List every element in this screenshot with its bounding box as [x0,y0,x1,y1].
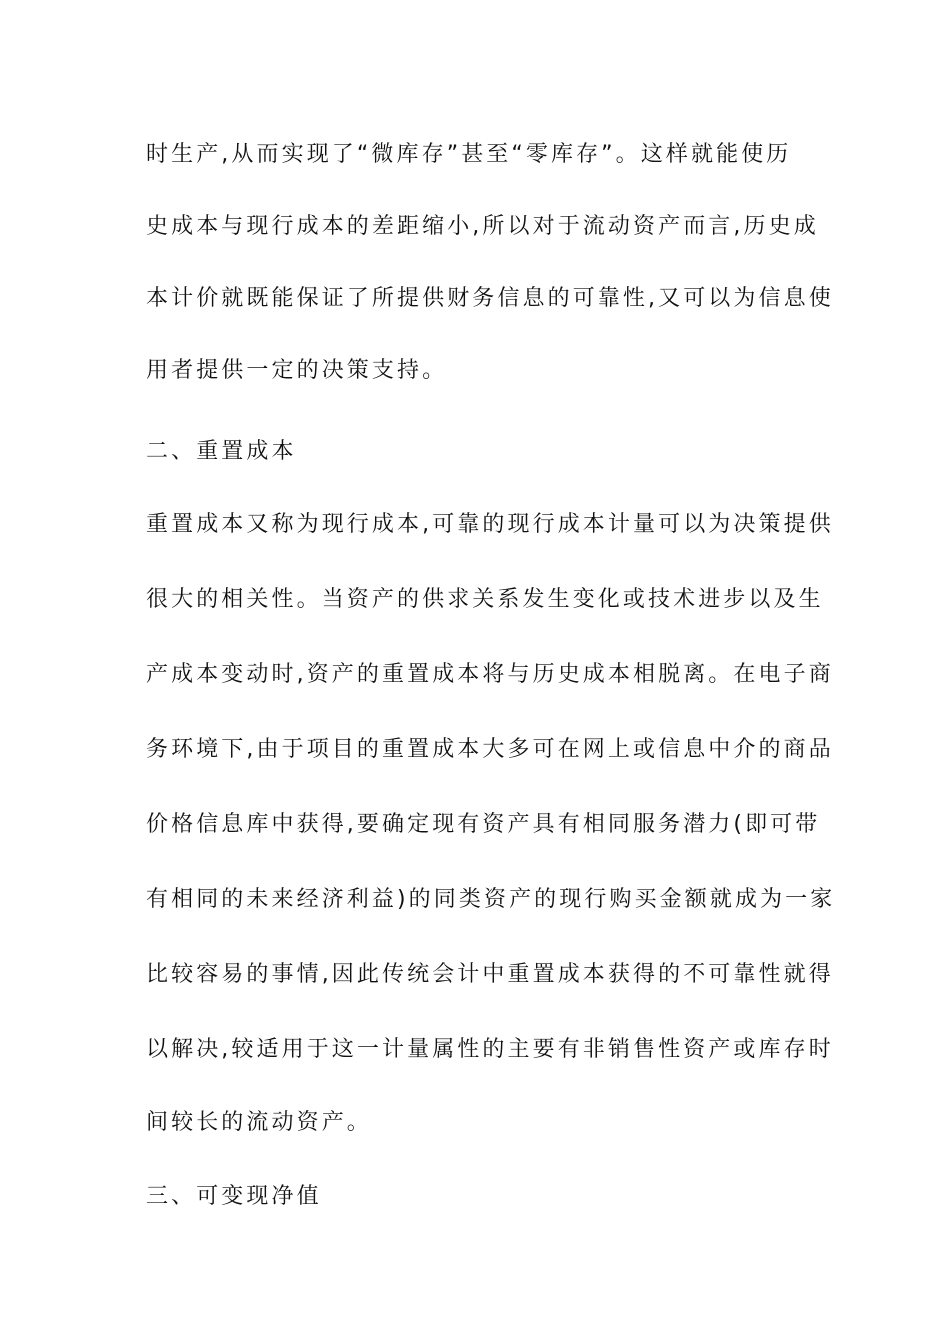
paragraph-line: 以解决,较适用于这一计量属性的主要有非销售性资产或库存时 [146,1037,834,1062]
section-heading: 三、可变现净值 [146,1184,322,1209]
paragraph-line: 时生产,从而实现了“微库存”甚至“零库存”。这样就能使历 [146,142,792,167]
paragraph-line: 本计价就既能保证了所提供财务信息的可靠性,又可以为信息使 [146,286,834,311]
paragraph-line: 重置成本又称为现行成本,可靠的现行成本计量可以为决策提供 [146,512,834,537]
paragraph-line: 价格信息库中获得,要确定现有资产具有相同服务潜力(即可带 [146,812,821,837]
paragraph-line: 务环境下,由于项目的重置成本大多可在网上或信息中介的商品 [146,737,834,762]
paragraph-line: 比较容易的事情,因此传统会计中重置成本获得的不可靠性就得 [146,962,834,987]
paragraph-line: 产成本变动时,资产的重置成本将与历史成本相脱离。在电子商 [146,662,834,687]
paragraph-line: 有相同的未来经济利益)的同类资产的现行购买金额就成为一家 [146,887,836,912]
paragraph-line: 很大的相关性。当资产的供求关系发生变化或技术进步以及生 [146,587,824,612]
paragraph-line: 史成本与现行成本的差距缩小,所以对于流动资产而言,历史成 [146,214,819,239]
paragraph-line: 用者提供一定的决策支持。 [146,358,448,383]
section-heading: 二、重置成本 [146,439,297,464]
paragraph-line: 间较长的流动资产。 [146,1110,372,1135]
